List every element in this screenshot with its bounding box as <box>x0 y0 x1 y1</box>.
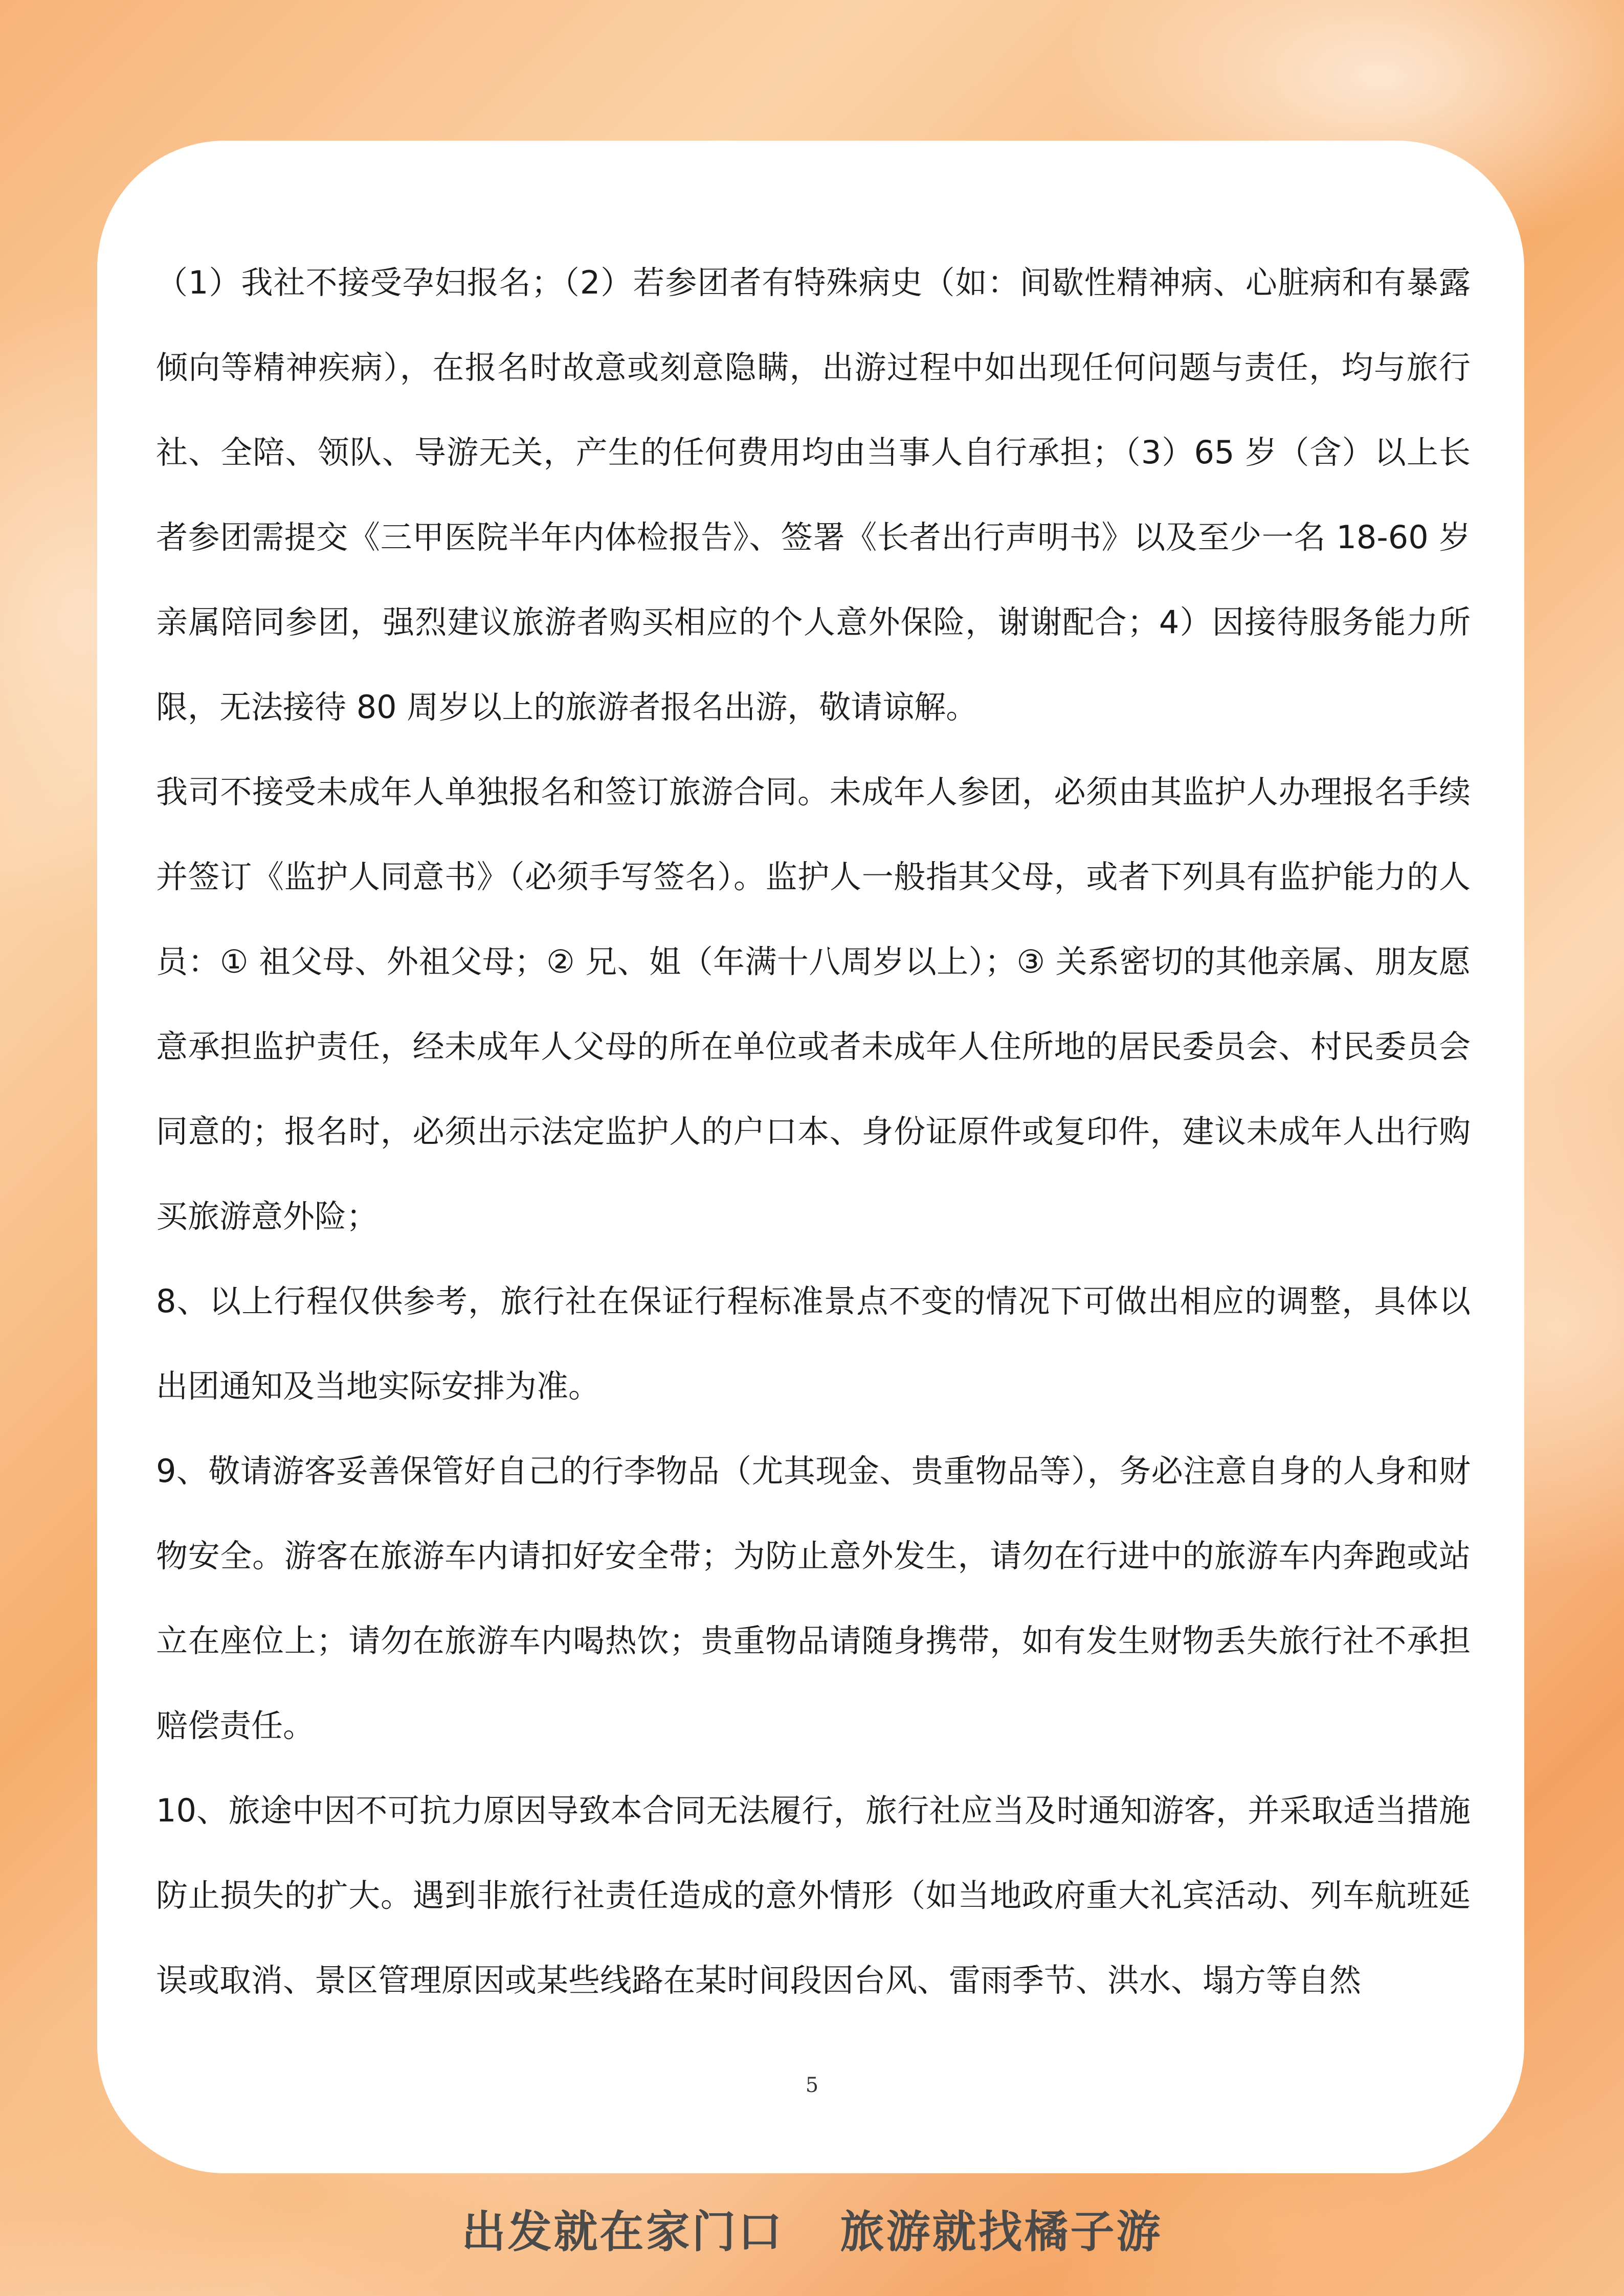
paragraph-age-health: （1）我社不接受孕妇报名；（2）若参团者有特殊病史（如：间歇性精神病、心脏病和有暴露倾向等精神疾病），在报名时故意或刻意隐瞒，出游过程中如出现任何问题与责任，均与旅行社、全陪、领队、导游无关，产生的任何费用均由当事人自行承担；（3）65 岁（含）以上长者参团需提交《三甲医院半年内体检报告》、签署《长者出行声明书》以及至少一名 18-60 岁亲属陪同参团，强烈建议旅游者购买相应的个人意外保险，谢谢配合；4）因接待服务能力所限，无法接待 80 周岁以上的旅游者报名出游，敬请谅解。 <box>156 264 1471 726</box>
slogan-part-2: 旅游就找橘子游 <box>840 2207 1163 2258</box>
paragraph-item-10: 10、旅途中因不可抗力原因导致本合同无法履行，旅行社应当及时通知游客，并采取适当措施防止损失的扩大。遇到非旅行社责任造成的意外情形（如当地政府重大礼宾活动、列车航班延误或取消、景区管理原因或某些线路在某时间段因台风、雷雨季节、洪水、塌方等自然 <box>156 1792 1471 1999</box>
paragraph-item-9: 9、敬请游客妥善保管好自己的行李物品（尤其现金、贵重物品等），务必注意自身的人身和财物安全。游客在旅游车内请扣好安全带；为防止意外发生，请勿在行进中的旅游车内奔跑或站立在座位上；请勿在旅游车内喝热饮；贵重物品请随身携带，如有发生财物丢失旅行社不承担赔偿责任。 <box>156 1452 1471 1744</box>
page-number: 5 <box>805 2074 819 2097</box>
footer-slogan <box>0 2196 1624 2260</box>
slogan-part-1: 出发就在家门口 <box>461 2207 784 2258</box>
paragraph-minors: 我司不接受未成年人单独报名和签订旅游合同。未成年人参团，必须由其监护人办理报名手续并签订《监护人同意书》（必须手写签名）。监护人一般指其父母，或者下列具有监护能力的人员：① 祖父母、外祖父母；② 兄、姐（年满十八周岁以上）；③ 关系密切的其他亲属、朋友愿意承担监护责任，经未成年人父母的所在单位或者未成年人住所地的居民委员会、村民委员会同意的；报名时，必须出示法定监护人的户口本、身份证原件或复印件，建议未成年人出行购买旅游意外险； <box>156 773 1471 1235</box>
paragraph-item-8: 8、以上行程仅供参考，旅行社在保证行程标准景点不变的情况下可做出相应的调整，具体以出团通知及当地实际安排为准。 <box>156 1282 1471 1405</box>
document-body <box>156 240 1471 2023</box>
